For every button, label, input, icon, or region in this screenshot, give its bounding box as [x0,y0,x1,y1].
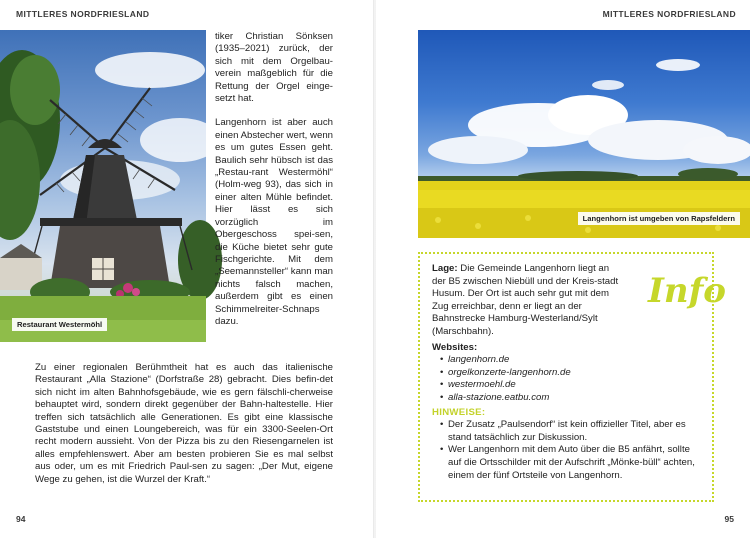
info-box [418,252,726,502]
left-page [0,0,374,538]
windmill-illustration [0,30,206,342]
website-link[interactable]: alla-stazione.eatbu.com [448,391,550,403]
website-item[interactable] [440,392,702,405]
website-link[interactable]: orgelkonzerte-langenhorn.de [448,366,571,378]
rapeseed-field-photo [418,30,750,238]
note-item: • Wer Langenhorn mit dem Auto über die B5 anfährt, sollte auf die Ortsschilder mit der Aufschrift „Mönke-büll“ achten, einem der fünf Ortsteile von Langenhorn. [440,444,702,482]
field-caption: Langenhorn ist umgeben von Rapsfeldern [578,212,740,225]
info-location-label: Lage: [432,263,458,274]
info-logo-text: Info [648,271,726,311]
website-link[interactable]: langenhorn.de [448,354,510,366]
website-link[interactable]: westermoehl.de [448,379,516,391]
running-head: MITTLERES NORDFRIESLAND [16,9,150,19]
column-paragraph: Langenhorn ist aber auch einen Abstecher wert, wenn es um gutes Essen geht. Baulich sehr hübsch ist das „Restau-rant Westermöhl“ (Holm-weg 93), das sich in einer alten Mühle befindet. Hier lässt es sich vorzüglich im Obergeschoss spei-sen, die Küche bietet sehr gute Fischgerichte. Mit dem „Seemannsteller“ kann man nichts falsch machen, außerdem gibt es einen Schimmelreiter-Schnaps dazu. [215,117,333,327]
info-location-text: Die Gemeinde Langenhorn liegt an der B5 zwischen Niebüll und der Kreis-stadt Husum. Der Ort ist auch sehr gut mit dem Zug erreichbar, denn er liegt an der Bahnstrecke Hamburg-Westerland/Sylt (Marschbahn). [432,263,619,337]
info-logo [644,262,726,314]
info-websites-label: Websites: [432,341,478,353]
rapeseed-illustration [418,30,750,238]
info-notes-label: HINWEISE: [432,406,486,418]
website-item[interactable] [440,367,702,380]
column-paragraph: tiker Christian Sönksen (1935–2021) zurück, der sich mit dem Orgelbau-verein maßgeblich für die Rettung der Orgel einge-setzt hat. [215,31,333,105]
running-head: MITTLERES NORDFRIESLAND [602,9,736,19]
note-item: • Der Zusatz „Paulsendorf“ ist kein offizieller Titel, aber es stand tatsächlich zur Diskussion. [440,419,702,444]
page-number: 95 [724,514,734,524]
right-page [376,0,750,538]
page-number: 94 [16,514,26,524]
website-item[interactable] [440,379,702,392]
info-location [432,263,622,339]
text-column [215,31,333,340]
website-item[interactable] [440,354,702,367]
windmill-caption: Restaurant Westermöhl [12,318,107,331]
notes-list [440,419,702,482]
windmill-photo [0,30,206,342]
website-list [440,354,702,404]
bottom-paragraph: Zu einer regionalen Berühmtheit hat es auch das italienische Restaurant „Alla Stazione“ (Dorfstraße 28) gebracht. Dies befin-det sich nicht im alten Bahnhofsgebäude, wie es gern fälschli-cherweise behauptet wird, sondern direkt gegenüber der Bahn-haltestelle. Hier treffen sich tatsächlich alle Generationen. Es gibt eine klassische Gaststube und einen Loungebereich, was für ein 3300-Seelen-Ort recht modern aussieht. Von der Pizza bis zu den Riesengarnelen ist alles empfehlenswert. Aber am besten probieren Sie es mal selbst aus oder, um es mit Friedrich Paul-sen zu sagen: „Der Mut, eigene Wege zu gehen, ist die Wurzel der Kraft.“ [35,362,333,485]
